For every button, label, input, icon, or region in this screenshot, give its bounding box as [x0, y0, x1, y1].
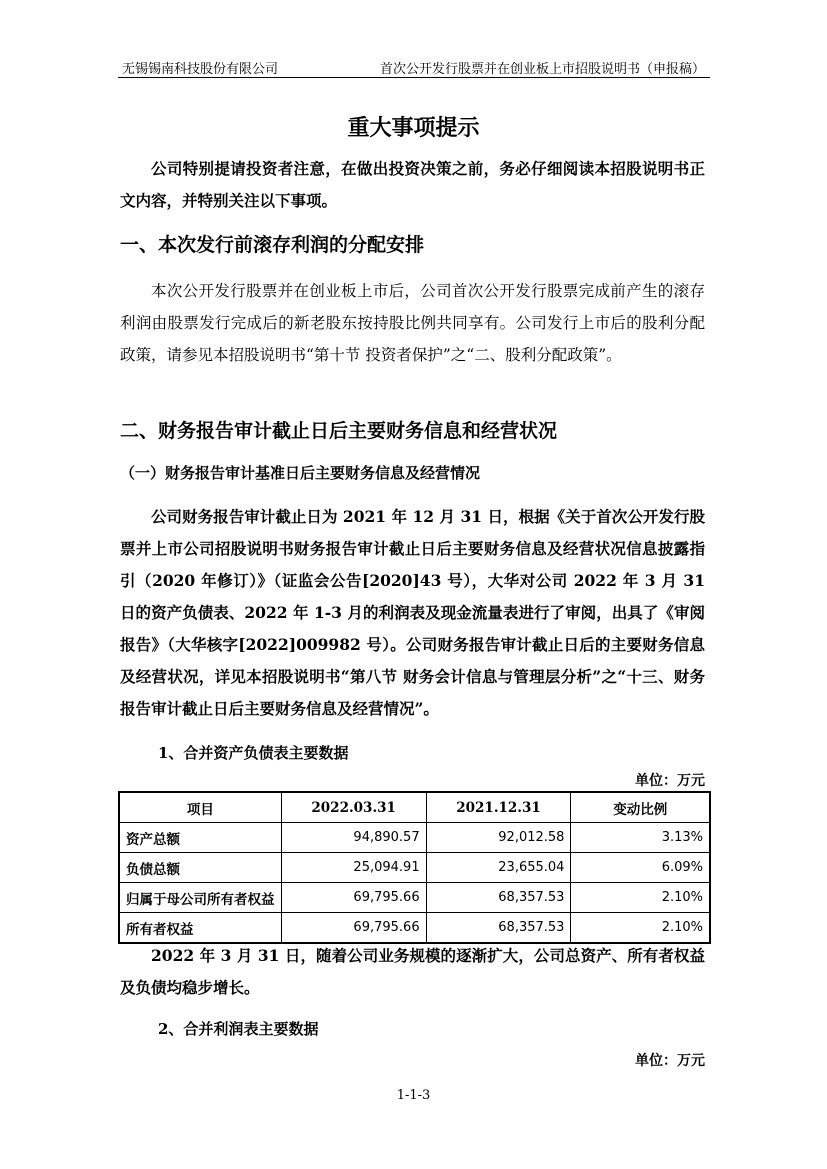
cell-value: 69,795.66	[281, 883, 426, 913]
row-label: 资产总额	[119, 823, 281, 853]
cell-value: 69,795.66	[281, 913, 426, 944]
table1-unit: 单位：万元	[635, 773, 705, 789]
table-row	[119, 883, 710, 913]
header-divider	[118, 77, 710, 78]
row-label: 负债总额	[119, 853, 281, 883]
table-row	[119, 913, 710, 944]
section2-sub1-heading: （一）财务报告审计基准日后主要财务信息及经营情况	[120, 464, 481, 482]
section2-heading: 二、财务报告审计截止日后主要财务信息和经营状况	[120, 420, 558, 442]
row-label: 所有者权益	[119, 913, 281, 944]
cell-value: 2.10%	[571, 883, 710, 913]
header-doc-title: 首次公开发行股票并在创业板上市招股说明书（申报稿）	[379, 62, 705, 77]
table1-heading: 1、合并资产负债表主要数据	[158, 744, 349, 762]
table2-heading: 2、合并利润表主要数据	[158, 1020, 319, 1038]
balance-sheet-table	[118, 791, 711, 944]
col-header-item: 项目	[119, 792, 281, 823]
cell-value: 92,012.58	[426, 823, 571, 853]
cell-value: 3.13%	[571, 823, 710, 853]
page-title: 重大事项提示	[347, 116, 480, 141]
col-header-2022: 2022.03.31	[281, 792, 426, 823]
cell-value: 25,094.91	[281, 853, 426, 883]
header-company: 无锡锡南科技股份有限公司	[122, 62, 279, 77]
section1-paragraph: 本次公开发行股票并在创业板上市后，公司首次公开发行股票完成前产生的滚存利润由股票发行完成后的新老股东按持股比例共同享有。公司发行上市后的股利分配政策，请参见本招股说明书“第十节 投资者保护”之“二、股利分配政策”。	[120, 282, 705, 364]
cell-value: 6.09%	[571, 853, 710, 883]
table-header-row	[119, 792, 710, 823]
cell-value: 2.10%	[571, 913, 710, 944]
col-header-2021: 2021.12.31	[426, 792, 571, 823]
section2-paragraph: 公司财务报告审计截止日为 2021 年 12 月 31 日，根据《关于首次公开发行股票并上市公司招股说明书财务报告审计截止日后主要财务信息及经营状况信息披露指引（2020 年修订）》（证监会公告[2020]43 号），大华对公司 2022 年 3 月 31 日的资产负债表、2022 年 1-3 月的利润表及现金流量表进行了审阅，出具了《审阅报告》（大华核字[2022]009982 号）。公司财务报告审计截止日后的主要财务信息及经营状况，详见本招股说明书“第八节 财务会计信息与管理层分析”之“十三、财务报告审计截止日后主要财务信息及经营情况”。	[120, 507, 705, 718]
after-table-paragraph: 2022 年 3 月 31 日，随着公司业务规模的逐渐扩大，公司总资产、所有者权益及负债均稳步增长。	[120, 946, 705, 997]
row-label: 归属于母公司所有者权益	[119, 883, 281, 913]
cell-value: 23,655.04	[426, 853, 571, 883]
col-header-change: 变动比例	[571, 792, 710, 823]
table-row	[119, 823, 710, 853]
table2-unit: 单位：万元	[635, 1053, 705, 1069]
cell-value: 68,357.53	[426, 883, 571, 913]
intro-paragraph: 公司特别提请投资者注意，在做出投资决策之前，务必仔细阅读本招股说明书正文内容，并特别关注以下事项。	[120, 159, 705, 210]
cell-value: 68,357.53	[426, 913, 571, 944]
page-number: 1-1-3	[396, 1088, 431, 1103]
table-row	[119, 853, 710, 883]
cell-value: 94,890.57	[281, 823, 426, 853]
section1-heading: 一、本次发行前滚存利润的分配安排	[120, 234, 425, 256]
